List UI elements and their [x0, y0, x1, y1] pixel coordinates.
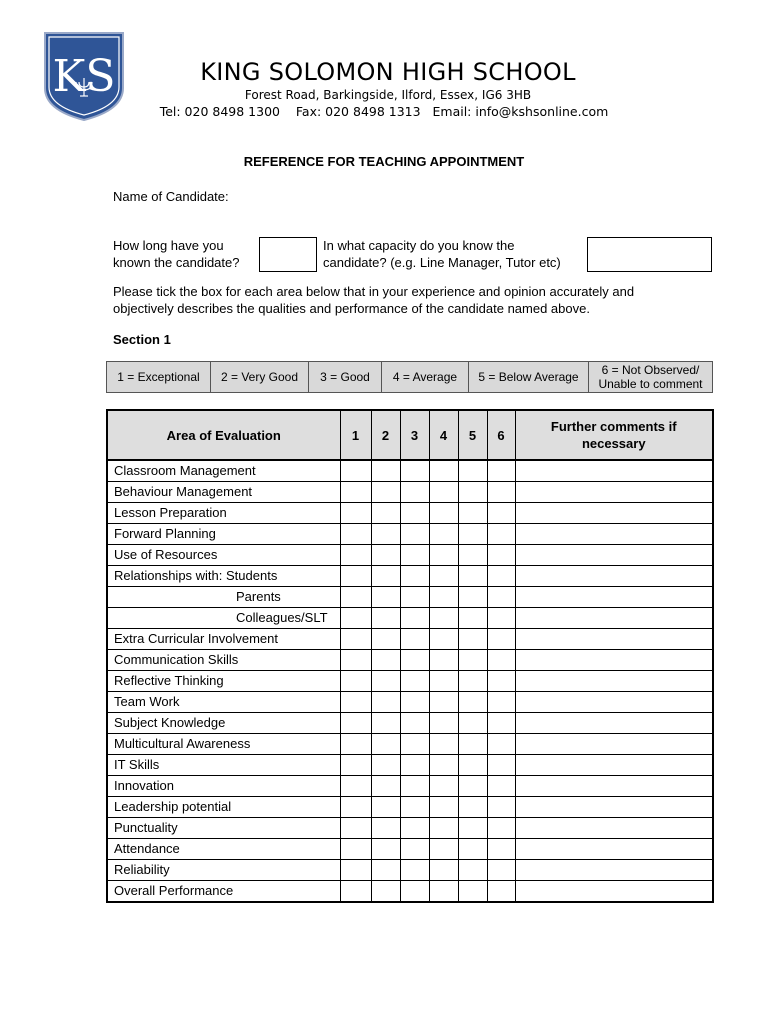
header-area-of-evaluation: Area of Evaluation	[107, 410, 340, 460]
school-name: KING SOLOMON HIGH SCHOOL	[200, 58, 576, 86]
table-row	[107, 776, 713, 797]
evaluation-area-label: IT Skills	[107, 755, 340, 776]
rating-checkbox-6[interactable]	[487, 482, 515, 503]
rating-checkbox-6[interactable]	[487, 671, 515, 692]
further-comments-cell[interactable]	[515, 587, 713, 608]
further-comments-cell[interactable]	[515, 776, 713, 797]
how-long-line-2: known the candidate?	[113, 255, 240, 270]
rating-checkbox-4[interactable]	[429, 671, 458, 692]
rating-checkbox-4[interactable]	[429, 881, 458, 903]
evaluation-area-label: Lesson Preparation	[107, 503, 340, 524]
table-row	[107, 524, 713, 545]
how-long-input-box[interactable]	[259, 237, 317, 272]
further-comments-cell[interactable]	[515, 503, 713, 524]
evaluation-area-label: Leadership potential	[107, 797, 340, 818]
rating-checkbox-2[interactable]	[371, 734, 400, 755]
rating-checkbox-1[interactable]	[340, 587, 371, 608]
rating-checkbox-2[interactable]	[371, 776, 400, 797]
further-comments-cell[interactable]	[515, 839, 713, 860]
rating-checkbox-6[interactable]	[487, 524, 515, 545]
evaluation-area-label: Subject Knowledge	[107, 713, 340, 734]
rating-checkbox-1[interactable]	[340, 545, 371, 566]
evaluation-area-label: Communication Skills	[107, 650, 340, 671]
rating-checkbox-2[interactable]	[371, 482, 400, 503]
rating-checkbox-1[interactable]	[340, 671, 371, 692]
rating-checkbox-6[interactable]	[487, 629, 515, 650]
further-comments-cell[interactable]	[515, 524, 713, 545]
evaluation-area-label: Classroom Management	[107, 460, 340, 482]
rating-checkbox-5[interactable]	[458, 734, 487, 755]
scale-6-line-2: Unable to comment	[598, 377, 703, 391]
rating-checkbox-6[interactable]	[487, 566, 515, 587]
table-row	[107, 818, 713, 839]
rating-checkbox-5[interactable]	[458, 692, 487, 713]
evaluation-area-label: Parents	[107, 587, 340, 608]
rating-checkbox-6[interactable]	[487, 692, 515, 713]
rating-checkbox-3[interactable]	[400, 839, 429, 860]
rating-checkbox-3[interactable]	[400, 524, 429, 545]
table-row	[107, 881, 713, 903]
rating-checkbox-6[interactable]	[487, 797, 515, 818]
rating-checkbox-3[interactable]	[400, 566, 429, 587]
rating-checkbox-3[interactable]	[400, 608, 429, 629]
capacity-label	[323, 237, 561, 271]
rating-checkbox-2[interactable]	[371, 587, 400, 608]
table-row	[107, 650, 713, 671]
evaluation-area-label: Punctuality	[107, 818, 340, 839]
table-row	[107, 460, 713, 482]
rating-checkbox-2[interactable]	[371, 839, 400, 860]
rating-checkbox-1[interactable]	[340, 460, 371, 482]
rating-checkbox-1[interactable]	[340, 566, 371, 587]
rating-checkbox-4[interactable]	[429, 818, 458, 839]
further-comments-cell[interactable]	[515, 713, 713, 734]
rating-checkbox-1[interactable]	[340, 629, 371, 650]
further-comments-cell[interactable]	[515, 881, 713, 903]
table-header-row	[107, 410, 713, 460]
scale-2: 2 = Very Good	[211, 362, 309, 393]
evaluation-area-label: Forward Planning	[107, 524, 340, 545]
rating-checkbox-5[interactable]	[458, 755, 487, 776]
header-col-3: 3	[400, 410, 429, 460]
rating-checkbox-3[interactable]	[400, 629, 429, 650]
rating-checkbox-5[interactable]	[458, 545, 487, 566]
further-comments-cell[interactable]	[515, 818, 713, 839]
table-row	[107, 503, 713, 524]
rating-checkbox-6[interactable]	[487, 587, 515, 608]
rating-checkbox-4[interactable]	[429, 460, 458, 482]
rating-checkbox-2[interactable]	[371, 797, 400, 818]
rating-checkbox-3[interactable]	[400, 545, 429, 566]
evaluation-area-label: Relationships with: Students	[107, 566, 340, 587]
rating-checkbox-3[interactable]	[400, 860, 429, 881]
rating-checkbox-6[interactable]	[487, 545, 515, 566]
rating-checkbox-1[interactable]	[340, 608, 371, 629]
instructions-text	[113, 283, 634, 317]
rating-checkbox-2[interactable]	[371, 608, 400, 629]
rating-checkbox-3[interactable]	[400, 650, 429, 671]
table-row	[107, 713, 713, 734]
table-row	[107, 587, 713, 608]
rating-checkbox-4[interactable]	[429, 860, 458, 881]
further-comments-cell[interactable]	[515, 755, 713, 776]
rating-checkbox-3[interactable]	[400, 503, 429, 524]
rating-checkbox-3[interactable]	[400, 482, 429, 503]
document-title: REFERENCE FOR TEACHING APPOINTMENT	[243, 154, 525, 169]
rating-checkbox-6[interactable]	[487, 713, 515, 734]
rating-checkbox-5[interactable]	[458, 503, 487, 524]
capacity-input-box[interactable]	[587, 237, 712, 272]
table-row	[107, 566, 713, 587]
rating-checkbox-2[interactable]	[371, 629, 400, 650]
further-comments-cell[interactable]	[515, 545, 713, 566]
rating-checkbox-1[interactable]	[340, 503, 371, 524]
scale-3: 3 = Good	[309, 362, 382, 393]
scale-6	[589, 362, 713, 393]
rating-checkbox-1[interactable]	[340, 839, 371, 860]
rating-checkbox-3[interactable]	[400, 776, 429, 797]
instructions-line-2: objectively describes the qualities and performance of the candidate named above.	[113, 301, 590, 316]
further-comments-cell[interactable]	[515, 797, 713, 818]
rating-checkbox-6[interactable]	[487, 503, 515, 524]
further-comments-cell[interactable]	[515, 650, 713, 671]
instructions-line-1: Please tick the box for each area below that in your experience and opinion accurately and	[113, 284, 635, 299]
further-comments-cell[interactable]	[515, 629, 713, 650]
rating-checkbox-4[interactable]	[429, 566, 458, 587]
evaluation-area-label: Colleagues/SLT	[107, 608, 340, 629]
rating-checkbox-5[interactable]	[458, 460, 487, 482]
candidate-name-label: Name of Candidate:	[113, 189, 229, 204]
rating-checkbox-3[interactable]	[400, 587, 429, 608]
table-row	[107, 860, 713, 881]
header-col-4: 4	[429, 410, 458, 460]
further-comments-cell[interactable]	[515, 608, 713, 629]
rating-checkbox-2[interactable]	[371, 881, 400, 903]
rating-checkbox-4[interactable]	[429, 482, 458, 503]
rating-checkbox-2[interactable]	[371, 692, 400, 713]
further-comments-cell[interactable]	[515, 566, 713, 587]
further-comments-cell[interactable]	[515, 734, 713, 755]
rating-checkbox-2[interactable]	[371, 524, 400, 545]
rating-checkbox-4[interactable]	[429, 629, 458, 650]
rating-checkbox-5[interactable]	[458, 587, 487, 608]
evaluation-area-label: Team Work	[107, 692, 340, 713]
rating-checkbox-6[interactable]	[487, 776, 515, 797]
rating-checkbox-5[interactable]	[458, 776, 487, 797]
rating-checkbox-2[interactable]	[371, 860, 400, 881]
scale-1: 1 = Exceptional	[107, 362, 211, 393]
scale-6-line-1: 6 = Not Observed/	[601, 363, 700, 377]
evaluation-area-label: Innovation	[107, 776, 340, 797]
rating-checkbox-5[interactable]	[458, 713, 487, 734]
rating-checkbox-5[interactable]	[458, 608, 487, 629]
rating-checkbox-6[interactable]	[487, 608, 515, 629]
rating-checkbox-6[interactable]	[487, 839, 515, 860]
rating-checkbox-1[interactable]	[340, 734, 371, 755]
rating-checkbox-5[interactable]	[458, 629, 487, 650]
rating-checkbox-5[interactable]	[458, 671, 487, 692]
evaluation-area-label: Attendance	[107, 839, 340, 860]
rating-checkbox-1[interactable]	[340, 818, 371, 839]
rating-checkbox-4[interactable]	[429, 692, 458, 713]
header-further-comments	[515, 410, 713, 460]
rating-checkbox-4[interactable]	[429, 839, 458, 860]
evaluation-area-label: Reliability	[107, 860, 340, 881]
rating-checkbox-1[interactable]	[340, 776, 371, 797]
school-contact: Tel: 020 8498 1300 Fax: 020 8498 1313 Email: info@kshsonline.com	[159, 104, 609, 119]
table-row	[107, 734, 713, 755]
rating-checkbox-1[interactable]	[340, 650, 371, 671]
rating-checkbox-1[interactable]	[340, 860, 371, 881]
evaluation-area-label: Behaviour Management	[107, 482, 340, 503]
rating-checkbox-4[interactable]	[429, 503, 458, 524]
rating-checkbox-1[interactable]	[340, 755, 371, 776]
rating-checkbox-1[interactable]	[340, 881, 371, 903]
rating-checkbox-1[interactable]	[340, 797, 371, 818]
evaluation-area-label: Overall Performance	[107, 881, 340, 903]
rating-checkbox-5[interactable]	[458, 797, 487, 818]
table-row	[107, 797, 713, 818]
table-row	[107, 545, 713, 566]
rating-checkbox-5[interactable]	[458, 650, 487, 671]
evaluation-area-label: Multicultural Awareness	[107, 734, 340, 755]
rating-checkbox-2[interactable]	[371, 545, 400, 566]
rating-checkbox-4[interactable]	[429, 713, 458, 734]
rating-checkbox-3[interactable]	[400, 755, 429, 776]
rating-checkbox-5[interactable]	[458, 839, 487, 860]
rating-checkbox-6[interactable]	[487, 818, 515, 839]
scale-4: 4 = Average	[382, 362, 469, 393]
rating-checkbox-3[interactable]	[400, 797, 429, 818]
rating-checkbox-6[interactable]	[487, 460, 515, 482]
rating-checkbox-4[interactable]	[429, 587, 458, 608]
section-title: Section 1	[113, 332, 171, 347]
logo-monogram: KS	[52, 51, 116, 102]
rating-checkbox-6[interactable]	[487, 860, 515, 881]
header-col-6: 6	[487, 410, 515, 460]
school-address: Forest Road, Barkingside, Ilford, Essex, IG6 3HB	[244, 88, 532, 102]
rating-checkbox-5[interactable]	[458, 860, 487, 881]
evaluation-area-label: Reflective Thinking	[107, 671, 340, 692]
scale-5: 5 = Below Average	[469, 362, 589, 393]
header-col-1: 1	[340, 410, 371, 460]
rating-checkbox-2[interactable]	[371, 566, 400, 587]
rating-checkbox-2[interactable]	[371, 713, 400, 734]
rating-checkbox-6[interactable]	[487, 734, 515, 755]
further-comments-cell[interactable]	[515, 860, 713, 881]
rating-checkbox-4[interactable]	[429, 776, 458, 797]
header-col-5: 5	[458, 410, 487, 460]
rating-checkbox-3[interactable]	[400, 818, 429, 839]
rating-checkbox-3[interactable]	[400, 460, 429, 482]
rating-checkbox-2[interactable]	[371, 671, 400, 692]
how-long-label	[113, 237, 239, 271]
header-col-2: 2	[371, 410, 400, 460]
rating-checkbox-4[interactable]	[429, 524, 458, 545]
table-row	[107, 692, 713, 713]
rating-checkbox-4[interactable]	[429, 608, 458, 629]
further-comments-cell[interactable]	[515, 460, 713, 482]
rating-checkbox-6[interactable]	[487, 650, 515, 671]
rating-checkbox-5[interactable]	[458, 881, 487, 903]
table-row	[107, 839, 713, 860]
rating-checkbox-2[interactable]	[371, 755, 400, 776]
rating-checkbox-4[interactable]	[429, 545, 458, 566]
header-comments-line-2: necessary	[581, 436, 646, 451]
rating-checkbox-5[interactable]	[458, 566, 487, 587]
evaluation-area-label: Use of Resources	[107, 545, 340, 566]
rating-checkbox-6[interactable]	[487, 755, 515, 776]
table-row	[107, 608, 713, 629]
rating-checkbox-2[interactable]	[371, 650, 400, 671]
rating-scale-key	[106, 361, 713, 393]
table-row	[107, 629, 713, 650]
capacity-line-1: In what capacity do you know the	[323, 238, 515, 253]
rating-checkbox-5[interactable]	[458, 482, 487, 503]
rating-checkbox-1[interactable]	[340, 713, 371, 734]
rating-checkbox-4[interactable]	[429, 755, 458, 776]
capacity-line-2: candidate? (e.g. Line Manager, Tutor etc)	[323, 255, 561, 270]
rating-checkbox-5[interactable]	[458, 818, 487, 839]
rating-checkbox-3[interactable]	[400, 713, 429, 734]
further-comments-cell[interactable]	[515, 482, 713, 503]
header-comments-line-1: Further comments if	[550, 419, 677, 434]
rating-checkbox-4[interactable]	[429, 734, 458, 755]
rating-checkbox-1[interactable]	[340, 482, 371, 503]
further-comments-cell[interactable]	[515, 671, 713, 692]
rating-checkbox-6[interactable]	[487, 881, 515, 903]
rating-checkbox-4[interactable]	[429, 797, 458, 818]
table-row	[107, 482, 713, 503]
rating-checkbox-3[interactable]	[400, 692, 429, 713]
rating-checkbox-2[interactable]	[371, 818, 400, 839]
rating-checkbox-1[interactable]	[340, 692, 371, 713]
table-row	[107, 755, 713, 776]
rating-checkbox-3[interactable]	[400, 734, 429, 755]
rating-checkbox-3[interactable]	[400, 881, 429, 903]
rating-checkbox-5[interactable]	[458, 524, 487, 545]
rating-checkbox-3[interactable]	[400, 671, 429, 692]
rating-checkbox-2[interactable]	[371, 503, 400, 524]
evaluation-area-label: Extra Curricular Involvement	[107, 629, 340, 650]
evaluation-table	[106, 409, 714, 903]
rating-checkbox-2[interactable]	[371, 460, 400, 482]
rating-checkbox-4[interactable]	[429, 650, 458, 671]
rating-checkbox-1[interactable]	[340, 524, 371, 545]
table-row	[107, 671, 713, 692]
how-long-line-1: How long have you	[113, 238, 224, 253]
further-comments-cell[interactable]	[515, 692, 713, 713]
